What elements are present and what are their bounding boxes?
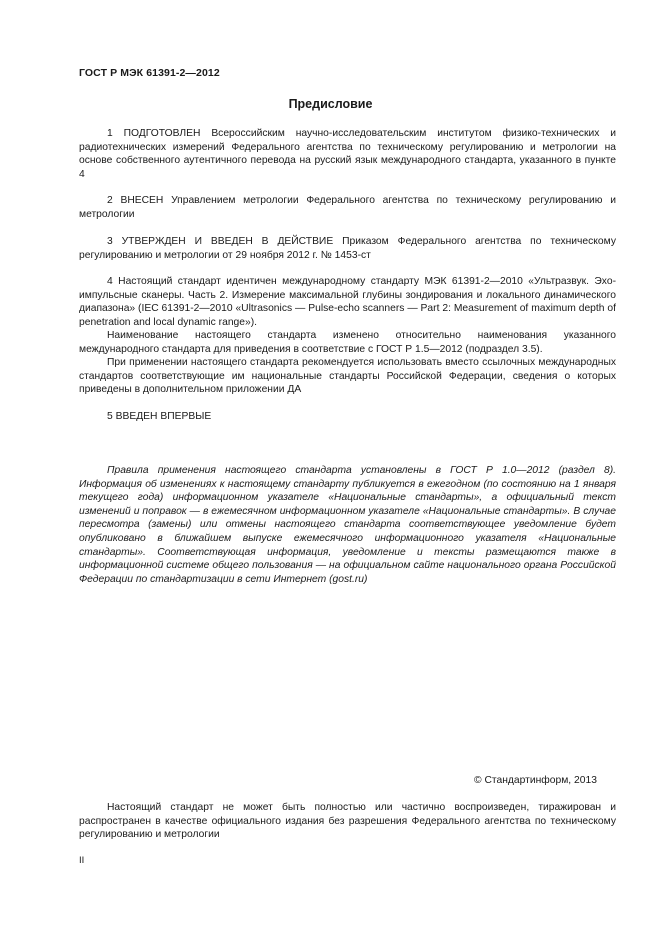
application-rules-notice: Правила применения настоящего стандарта установлены в ГОСТ Р 1.0—2012 (раздел 8). Информация об изменениях к настоящему стандарту публикуется в ежегодном (по состоянию на 1 января текущего года) информационном указателе «Национальные стандарты», а официальный текст изменений и поправок — в ежемесячном информационном указателе «Национальные стандарты». В случае пересмотра (замены) или отмены настоящего стандарта соответствующее уведомление будет опубликовано в ближайшем выпуске ежемесячного информационного указателя «Национальные стандарты». Соответствующая информация, уведомление и тексты размещаются также в информационной системе общего пользования — на официальном сайте национального органа Российской Федерации по стандартизации в сети Интернет (gost.ru)	[79, 465, 616, 585]
paragraph-5: 5 ВВЕДЕН ВПЕРВЫЕ	[107, 411, 212, 422]
page-number: II	[79, 855, 85, 866]
copyright-line: © Стандартинформ, 2013	[474, 775, 597, 786]
paragraph-4: 4 Настоящий стандарт идентичен международному стандарту МЭК 61391-2—2010 «Ультразвук. Эхо-импульсные сканеры. Часть 2. Измерение максимальной глубины зондирования и локального динамического диапазона» (IEC 61391-2—2010 «Ultrasonics — Pulse-echo scanners — Part 2: Measurement of maximum depth of penetration and local dynamic range»).	[79, 276, 616, 328]
document-header: ГОСТ Р МЭК 61391-2—2012	[79, 67, 220, 79]
reproduction-notice: Настоящий стандарт не может быть полностью или частично воспроизведен, тиражирован и распространен в качестве официального издания без разрешения Федерального агентства по техническому регулированию и метрологии	[79, 802, 616, 841]
paragraph-4-references-note: При применении настоящего стандарта рекомендуется использовать вместо ссылочных международных стандартов соответствующие им национальные стандарты Российской Федерации, сведения о которых приведены в дополнительном приложении ДА	[79, 357, 616, 396]
paragraph-2: 2 ВНЕСЕН Управлением метрологии Федерального агентства по техническому регулированию и метрологии	[79, 195, 616, 220]
paragraph-1: 1 ПОДГОТОВЛЕН Всероссийским научно-исследовательским институтом физико-технических и радиотехнических измерений Федерального агентства по техническому регулированию и метрологии на основе собственного аутентичного перевода на русский язык международного стандарта, указанного в пункте 4	[79, 128, 616, 180]
paragraph-4-name-note: Наименование настоящего стандарта изменено относительно наименования указанного международного стандарта для приведения в соответствие с ГОСТ Р 1.5—2012 (подраздел 3.5).	[79, 330, 616, 355]
paragraph-3: 3 УТВЕРЖДЕН И ВВЕДЕН В ДЕЙСТВИЕ Приказом Федерального агентства по техническому регулированию и метрологии от 29 ноября 2012 г. № 1453-ст	[79, 236, 616, 261]
section-title: Предисловие	[288, 97, 373, 111]
